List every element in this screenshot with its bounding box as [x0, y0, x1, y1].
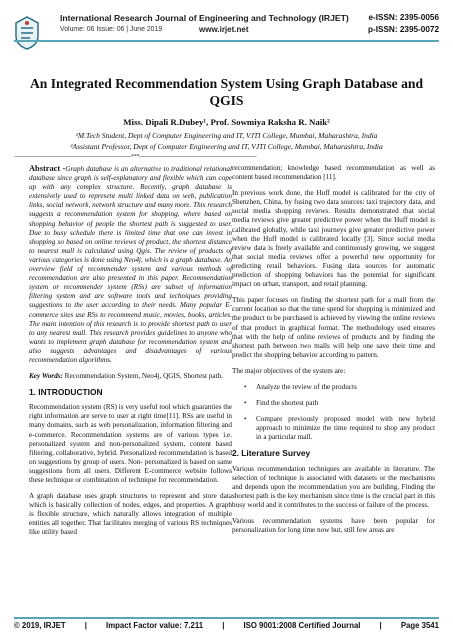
- authors: Miss. Dipali R.Dubey¹, Prof. Sowmiya Raksha R. Naik²: [123, 117, 330, 127]
- body-paragraph-3: This paper focuses on finding the shortest path for a mall from the current location so that the time spend for shopping is minimized and the product to be purchased is achieved by viewing the online reviews of that product in graphical format. The methodology used ensures that with the help of online reviews of products and by finding the shortest path between two malls will help one save their time and predict the shopping behavior according to pattern.: [232, 296, 435, 359]
- literature-paragraph-1: Various recommendation techniques are available in literature. The selection of technique is associated with datasets or the mechanisms and depends upon the recommendation you are building. Finding the shortest path is the key mechanism since time is the crucial part in this busy world and it contributes to the success or failure of the process.: [232, 464, 435, 509]
- footer-divider: |: [222, 621, 225, 630]
- footer-divider: |: [379, 621, 382, 630]
- objectives-intro: The major objectives of the system are:: [232, 366, 346, 375]
- volume-issue: Volume: 06 Issue: 06 | June 2019: [60, 26, 163, 33]
- footer-impact-factor: Impact Factor value: 7.211: [106, 621, 204, 630]
- footer-copyright: © 2019, IRJET: [14, 621, 66, 630]
- right-column: [232, 164, 435, 542]
- affiliation-2: ²Assistant Professor, Dept of Computer Engineering and IT, VJTI College, Mumbai, Maharashtra, India: [70, 142, 383, 151]
- objective-item: • Analyze the review of the products: [232, 383, 435, 392]
- intro-paragraph-1: Recommendation system (RS) is very useful tool which guaranties the right information are serve to user at right time[11]. RSs are useful in many domains, such as web personalization, information filtering and e-commerce. Recommendation systems are of various types i.e. personalized system and non-personalized system, content based filtering, collaborative, hybrid. Personalized recommendation is based on suggestions by group of users. Non- personalized is based on same suggestions from all users. Different E-commerce website follows these technique or combination of technique for recommendation.: [29, 403, 232, 484]
- objective-item: • Find the shortest path: [232, 399, 435, 408]
- footer-rule: [14, 617, 439, 619]
- objective-item: • Compare previously proposed model with new hybrid approach to minimize the time required to shop any product in a particular mall.: [232, 415, 435, 442]
- abstract: [29, 164, 232, 365]
- intro-paragraph-2: A graph database uses graph structures to represent and store data which is basically collection of nodes, edges, and properties. A graph is flexible structure, which naturally allows integration of multiple entities all together. That facilitates merging of various RS techniques like utility based: [29, 492, 232, 537]
- keywords-label: Key Words:: [29, 372, 63, 381]
- e-issn: e-ISSN: 2395-0056: [368, 13, 439, 22]
- body-paragraph-2: In previous work done, the Huff model is calibrated for the city of Shenzhen, China, by fusing two data sources: taxi trajectory data, and social media shopping reviews. Results demonstrated that social media reviews give greater predictive power when the Huff model is calibrated globally, while taxi journeys give greater predictive power when the Huff model is calibrated locally [3]. Since social media review data is freely available and continuously growing, we suggest that social media reviews offer a powerful new opportunity for predicting retail behaviors. Fusing data sources for automatic prediction of shopping behaviors has the potential for significant impact on urban, transport, and retail planning.: [232, 189, 435, 289]
- abstract-label: Abstract -: [29, 164, 66, 173]
- separator-line: ---------------------------------------------------------------------***---------------------------------------------------------------------: [14, 154, 257, 160]
- header-rule: [14, 40, 439, 42]
- section-heading-introduction: 1. INTRODUCTION: [29, 387, 103, 398]
- section-heading-literature-survey: 2. Literature Survey: [232, 448, 311, 459]
- footer-page-number: Page 3541: [400, 621, 439, 630]
- abstract-text: Graph database is an alternative to traditional relational database since graph is self-explanatory and flexible which can cope up with any complex structure. Recently, graph database is extensively used to represent multi linked data on web, publication links, social network, network structure and many more. This research suggests a recommendation system for shopping, where based on shopping behavior of people the shortest path is suggested to user. Due to busy schedule there is limited time that one can invest in shopping so based on online reviews of product, the shortest distance to nearest mall is calculated using Qgis. The review of products of various categories is done using Neo4j, which is a graph database. An overview field of recommender system and various methods of recommendation are also presented in this paper. Recommendation system or recommender system (RSs) are subset of information filtering system and are software tools and techniques providing suggestions to the user according to their needs. Many popular E-commerce sites use RSs to recommend music, movies, books, articles. The main intention of this research is to provide shortest path to user to any nearest mall. This research provides guidelines to anyone who wants to implement graph database for recommendation system and also suggests advantages and disadvantages of various recommendation algorithms.: [29, 165, 232, 364]
- p-issn: p-ISSN: 2395-0072: [368, 25, 439, 34]
- page-footer: [14, 621, 439, 630]
- body-paragraph-1: recommendation; knowledge based recommendation as well as content based recommendation [11].: [232, 164, 435, 182]
- literature-paragraph-2: Various recommendation systems have been popular for personalization for long time now but, still few areas are: [232, 517, 435, 535]
- journal-header: [0, 0, 453, 66]
- footer-divider: |: [84, 621, 87, 630]
- footer-iso: ISO 9001:2008 Certified Journal: [243, 621, 361, 630]
- affiliation-1: ¹M.Tech Student, Dept of Computer Engineering and IT, VJTI College, Mumbai, Maharashtra, India: [75, 131, 378, 140]
- irjet-logo-icon: [14, 16, 40, 50]
- objectives-list: [232, 383, 435, 442]
- journal-website: www.irjet.net: [199, 25, 249, 34]
- keywords: [29, 372, 232, 381]
- paper-title: An Integrated Recommendation System Using Graph Database and QGIS: [29, 76, 424, 108]
- keywords-text: Recommendation System, Neo4j, QGIS, Shortest path.: [62, 372, 223, 381]
- journal-title: International Research Journal of Engineering and Technology (IRJET): [60, 13, 349, 23]
- left-column: [29, 164, 232, 545]
